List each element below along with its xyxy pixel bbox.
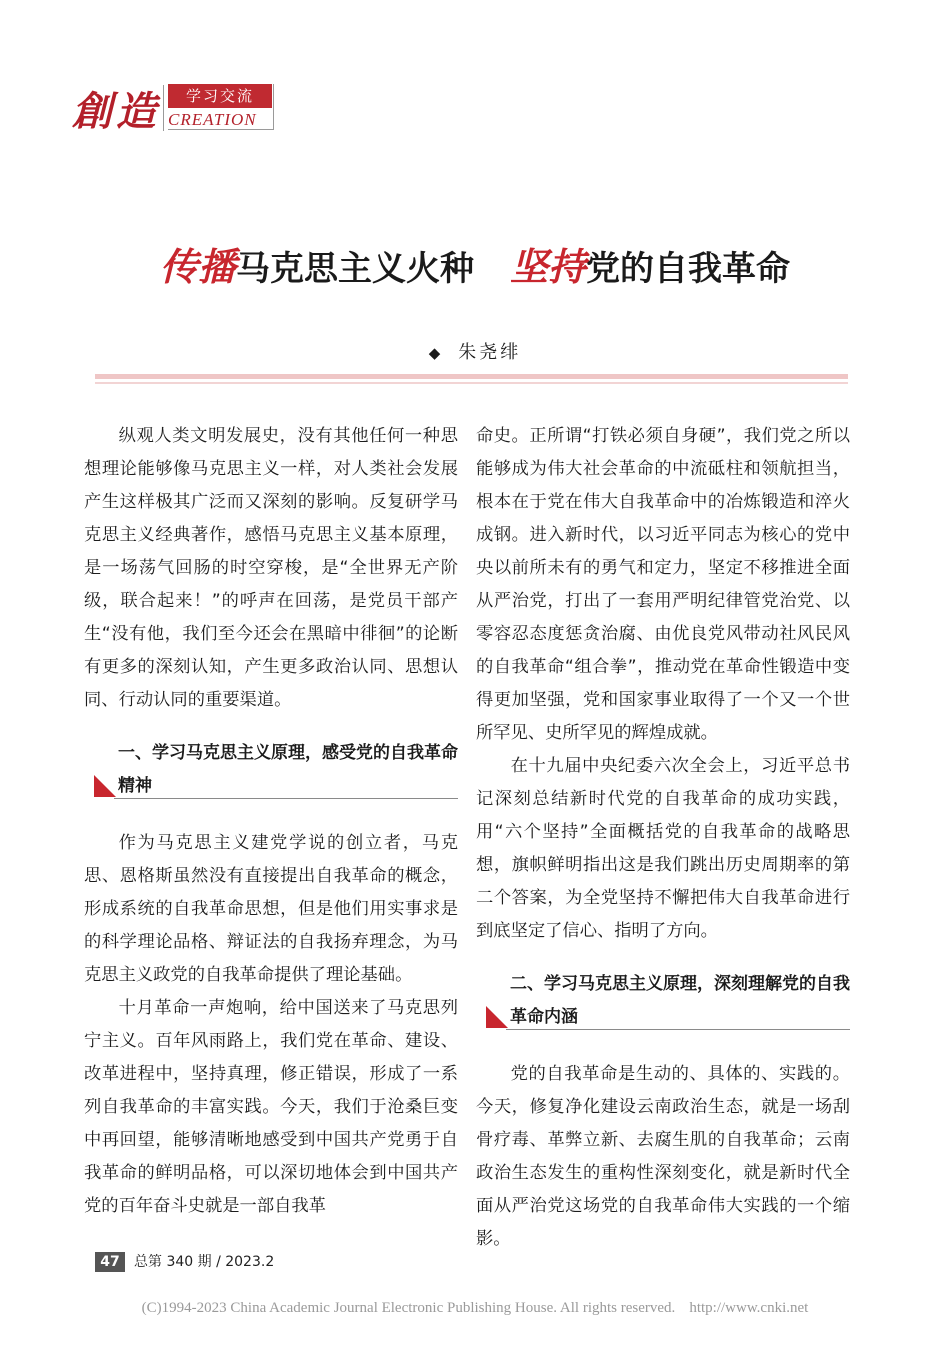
corner-triangle-icon <box>486 1006 508 1028</box>
title-rest-1: 马克思主义火种 <box>236 249 474 289</box>
author-line <box>0 338 950 364</box>
left-column <box>84 420 458 1223</box>
paragraph-continued: 命史。正所谓“打铁必须自身硬”，我们党之所以能够成为伟大社会革命的中流砥柱和领航担当，根本在于党在伟大自我革命中的冶炼锻造和淬火成钢。进入新时代，以习近平同志为核心的党中央以前所未有的勇气和定力，坚定不移推进全面从严治党，打出了一套用严明纪律管党治党、以零容忍态度惩贪治腐、由优良党风带动社风民风的自我革命“组合拳”，推动党在革命性锻造中变得更加坚强，党和国家事业取得了一个又一个世所罕见、史所罕见的辉煌成就。 <box>476 426 850 743</box>
title-highlight-2: 坚持 <box>510 245 587 289</box>
section-heading-1-text: 一、学习马克思主义原理，感受党的自我革命精神 <box>118 743 458 796</box>
cnki-url: http://www.cnki.net <box>689 1300 809 1316</box>
paragraph: 党的自我革命是生动的、具体的、实践的。今天，修复净化建设云南政治生态，就是一场刮骨疗毒、革弊立新、去腐生肌的自我革命；云南政治生态发生的重构性深刻变化，就是新时代全面从严治党这场党的自我革命伟大实践的一个缩影。 <box>476 1064 850 1249</box>
section-label: 学习交流 <box>168 84 272 108</box>
right-column <box>476 420 850 1256</box>
issue-info: 总第 340 期 / 2023.2 <box>134 1254 275 1270</box>
section-heading-2 <box>476 968 850 1034</box>
article-title <box>0 236 950 291</box>
heading-underline <box>506 1029 850 1030</box>
diamond-icon: ◆ <box>428 344 441 362</box>
intro-paragraph: 纵观人类文明发展史，没有其他任何一种思想理论能够像马克思主义一样，对人类社会发展产生这样极其广泛而又深刻的影响。反复研学马克思主义经典著作，感悟马克思主义基本原理，是一场荡气回肠的时空穿梭，是“全世界无产阶级，联合起来！”的呼声在回荡，是党员干部产生“没有他，我们至今还会在黑暗中徘徊”的论断有更多的深刻认知，产生更多政治认同、思想认同、行动认同的重要渠道。 <box>84 426 458 710</box>
title-divider-thin <box>95 382 848 384</box>
title-divider <box>95 374 848 379</box>
section-heading-2-text: 二、学习马克思主义原理，深刻理解党的自我革命内涵 <box>510 974 850 1027</box>
copyright-text: (C)1994-2023 China Academic Journal Electronic Publishing House. All rights reserved. <box>141 1300 676 1316</box>
section-heading-1 <box>84 737 458 803</box>
page-number: 47 <box>95 1252 125 1272</box>
author-name: 朱尧绯 <box>458 342 522 363</box>
header-divider <box>163 85 164 131</box>
title-rest-2: 党的自我革命 <box>586 249 791 289</box>
paragraph: 在十九届中央纪委六次全会上，习近平总书记深刻总结新时代党的自我革命的成功实践，用“六个坚持”全面概括党的自我革命的战略思想，旗帜鲜明指出这是我们跳出历史周期率的第二个答案，为全党坚持不懈把伟大自我革命进行到底坚定了信心、指明了方向。 <box>476 756 850 941</box>
journal-logo: 創造 <box>72 88 160 135</box>
corner-triangle-icon <box>94 775 116 797</box>
paragraph: 十月革命一声炮响，给中国送来了马克思列宁主义。百年风雨路上，我们党在革命、建设、改革进程中，坚持真理，修正错误，形成了一系列自我革命的丰富实践。今天，我们于沧桑巨变中再回望，能够清晰地感受到中国共产党勇于自我革命的鲜明品格，可以深切地体会到中国共产党的百年奋斗史就是一部自我革 <box>84 998 458 1216</box>
section-label-en: CREATION <box>168 110 257 129</box>
paragraph: 作为马克思主义建党学说的创立者，马克思、恩格斯虽然没有直接提出自我革命的概念，形成系统的自我革命思想，但是他们用实事求是的科学理论品格、辩证法的自我扬弃理念，为马克思主义政党的自我革命提供了理论基础。 <box>84 833 458 985</box>
copyright-notice <box>0 1300 950 1317</box>
title-highlight-1: 传播 <box>159 245 236 289</box>
heading-underline <box>114 798 458 799</box>
